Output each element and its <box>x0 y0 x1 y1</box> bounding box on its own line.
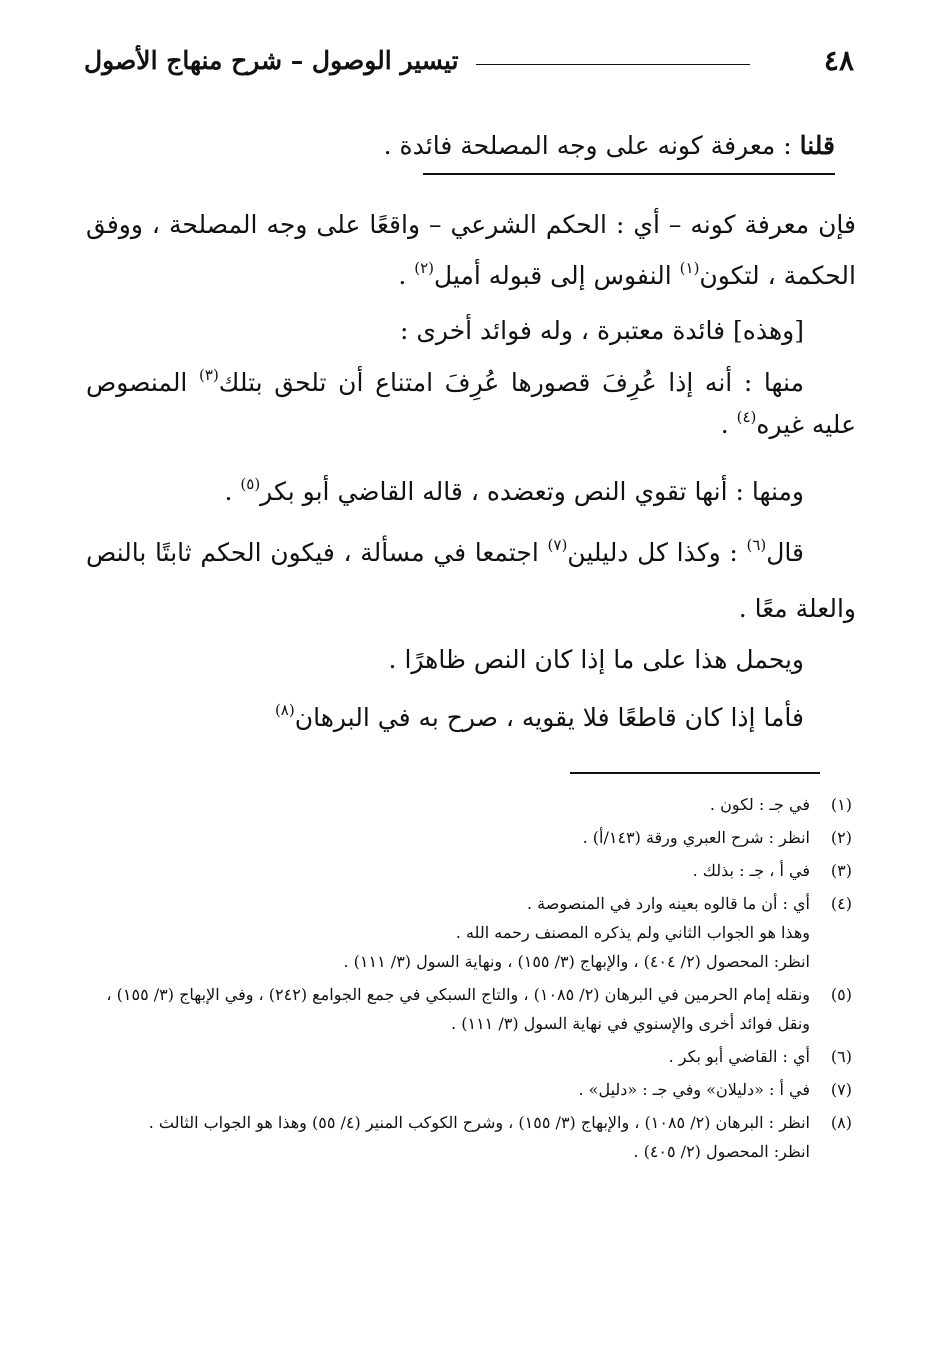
paragraph-text: [وهذه] فائدة معتبرة ، وله فوائد أخرى : <box>399 316 804 345</box>
text-span: اجتمعا في مسألة ، فيكون الحكم ثابتًا بالنص والعلة معًا . <box>86 538 856 623</box>
footnote-number: (٨) <box>830 1113 852 1132</box>
text-span: فإن معرفة كونه – أي : الحكم الشرعي – واقعًا على وجه المصلحة ، ووفق الحكمة ، لتكون <box>86 210 856 290</box>
footnote-2 <box>82 823 852 852</box>
footnote-number: (٧) <box>830 1080 852 1099</box>
footnotes <box>82 790 852 1170</box>
footnote-line: انظر : البرهان (٢/ ١٠٨٥) ، والإبهاج (٣/ ١٥٥) ، وشرح الكوكب المنير (٤/ ٥٥) وهذا هو الجواب الثالث . <box>148 1113 810 1132</box>
text-span: فأما إذا كان قاطعًا فلا يقويه ، صرح به في البرهان <box>294 703 804 732</box>
text-span: . <box>720 410 737 439</box>
footnote-number: (١) <box>830 795 852 814</box>
footnote-line: أي : القاضي أبو بكر . <box>668 1047 810 1066</box>
text-span: . <box>398 261 415 290</box>
footnote-ref-4[interactable]: (٤) <box>736 408 757 426</box>
footnote-number: (٢) <box>830 828 852 847</box>
footnote-separator <box>570 772 820 774</box>
paragraph-3 <box>86 362 856 446</box>
footnote-line: ونقله إمام الحرمين في البرهان (٢/ ١٠٨٥) ، والتاج السبكي في جمع الجوامع (٢٤٢) ، وفي الإبهاج (٣/ ١٥٥) ، ونقل فوائد أخرى والإسنوي في نهاية السول (٣/ ١١١) . <box>106 985 810 1033</box>
footnote-line: وهذا هو الجواب الثاني ولم يذكره المصنف رحمه الله . <box>455 923 810 942</box>
text-span: : وكذا كل دليلين <box>567 538 747 567</box>
footnote-3 <box>82 856 852 885</box>
running-title: تيسير الوصول – شرح منهاج الأصول <box>84 46 459 75</box>
footnote-ref-7[interactable]: (٧) <box>547 536 568 554</box>
text-span: المنصوص عليه غيره <box>86 368 856 439</box>
footnote-line: انظر : شرح العبري ورقة (١٤٣/أ) . <box>582 828 810 847</box>
paragraph-text: ويحمل هذا على ما إذا كان النص ظاهرًا . <box>388 645 804 674</box>
footnote-line: في أ ، جـ : بذلك . <box>692 861 810 880</box>
footnote-line: في جـ : لكون . <box>709 795 810 814</box>
footnote-ref-6[interactable]: (٦) <box>746 536 767 554</box>
footnote-6 <box>82 1042 852 1071</box>
paragraph-1 <box>86 199 856 301</box>
page-number: ٤٨ <box>823 44 854 77</box>
page-header <box>84 44 854 84</box>
paragraph-7 <box>86 696 856 740</box>
footnote-4 <box>82 889 852 976</box>
paragraph-2 <box>86 311 856 351</box>
footnote-5 <box>82 980 852 1038</box>
footnote-number: (٥) <box>830 985 852 1004</box>
paragraph-4 <box>86 472 856 512</box>
section-heading <box>100 126 835 166</box>
footnote-ref-2[interactable]: (٢) <box>414 259 435 277</box>
paragraph-5 <box>86 525 856 637</box>
footnote-line: انظر: المحصول (٢/ ٤٠٤) ، والإبهاج (٣/ ١٥٥) ، ونهاية السول (٣/ ١١١) . <box>343 952 810 971</box>
footnote-ref-1[interactable]: (١) <box>679 259 700 277</box>
footnote-number: (٣) <box>830 861 852 880</box>
footnote-line: أي : أن ما قالوه بعينه وارد في المنصوصة . <box>526 894 810 913</box>
footnote-line: انظر: المحصول (٢/ ٤٠٥) . <box>633 1142 810 1161</box>
header-rule <box>476 64 750 65</box>
heading-underline <box>423 173 835 175</box>
footnote-1 <box>82 790 852 819</box>
heading-label: قلنا <box>799 131 835 160</box>
footnote-ref-5[interactable]: (٥) <box>240 475 261 493</box>
text-span: النفوس إلى قبوله أميل <box>434 261 680 290</box>
text-span: . <box>224 477 241 506</box>
footnote-8 <box>82 1108 852 1166</box>
text-span: ومنها : أنها تقوي النص وتعضده ، قاله القاضي أبو بكر <box>260 477 804 506</box>
paragraph-6 <box>86 640 856 680</box>
footnote-line: في أ : «دليلان» وفي جـ : «دليل» . <box>578 1080 810 1099</box>
text-span: منها : أنه إذا عُرِفَ قصورها عُرِفَ امتناع أن تلحق بتلك <box>218 368 804 397</box>
footnote-number: (٦) <box>830 1047 852 1066</box>
heading-text: : معرفة كونه على وجه المصلحة فائدة . <box>383 131 800 160</box>
text-span: قال <box>766 538 804 567</box>
footnote-ref-8[interactable]: (٨) <box>274 701 295 719</box>
footnote-7 <box>82 1075 852 1104</box>
footnote-number: (٤) <box>830 894 852 913</box>
footnote-ref-3[interactable]: (٣) <box>199 366 219 384</box>
